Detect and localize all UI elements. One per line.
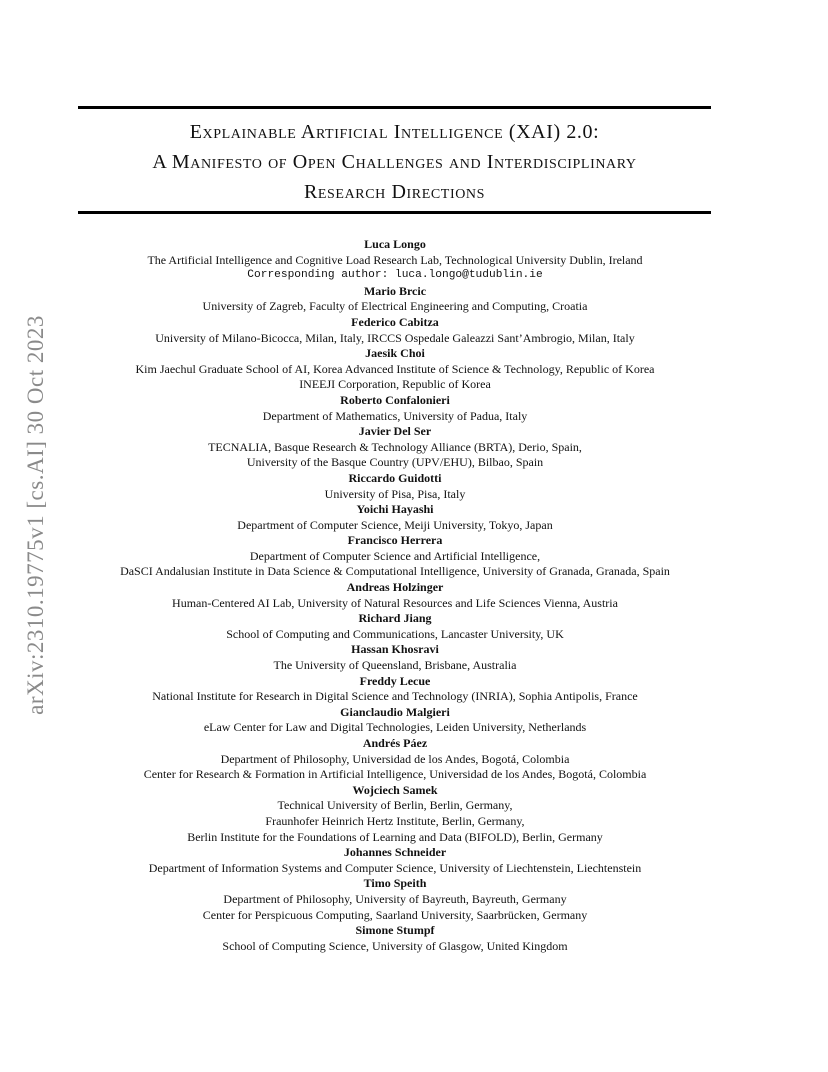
author-affiliation: Kim Jaechul Graduate School of AI, Korea Advanced Institute of Science & Technology, Republic of Korea (135, 361, 655, 376)
author-name: Francisco Herrera (347, 533, 443, 548)
author-affiliation: eLaw Center for Law and Digital Technologies, Leiden University, Netherlands (203, 720, 587, 735)
author-affiliation: Department of Philosophy, Universidad de los Andes, Bogotá, Colombia (220, 751, 570, 766)
author-entry (80, 471, 710, 502)
author-name: Mario Brcic (363, 283, 427, 298)
author-affiliation: Department of Philosophy, University of Bayreuth, Bayreuth, Germany (223, 891, 567, 906)
author-affiliation: School of Computing and Communications, Lancaster University, UK (226, 626, 564, 641)
author-affiliation: Department of Computer Science, Meiji University, Tokyo, Japan (237, 517, 553, 532)
author-entry (80, 502, 710, 533)
author-entry (80, 642, 710, 673)
author-affiliation: Center for Research & Formation in Artificial Intelligence, Universidad de los Andes, Bogotá, Colombia (143, 767, 647, 782)
author-affiliation: University of Zagreb, Faculty of Electrical Engineering and Computing, Croatia (202, 299, 588, 314)
author-affiliation: University of Milano-Bicocca, Milan, Italy, IRCCS Ospedale Galeazzi Sant’Ambrogio, Milan, Italy (155, 330, 635, 345)
author-affiliation: TECNALIA, Basque Research & Technology Alliance (BRTA), Derio, Spain, (208, 439, 582, 454)
author-name: Jaesik Choi (365, 346, 425, 361)
author-name: Johannes Schneider (343, 845, 447, 860)
author-entry (80, 424, 710, 471)
author-name: Andreas Holzinger (346, 580, 444, 595)
author-name: Riccardo Guidotti (348, 470, 442, 485)
author-entry (80, 705, 710, 736)
arxiv-identifier-stamp: arXiv:2310.19775v1 [cs.AI] 30 Oct 2023 (23, 315, 48, 715)
author-name: Freddy Lecue (359, 673, 431, 688)
author-name: Timo Speith (363, 876, 427, 891)
author-affiliation: National Institute for Research in Digital Science and Technology (INRIA), Sophia Antipolis, France (152, 689, 638, 704)
author-entry (80, 284, 710, 315)
title-line-2: A Manifesto of Open Challenges and Interdisciplinary (152, 151, 637, 173)
author-affiliation: INEEJI Corporation, Republic of Korea (299, 377, 491, 392)
author-affiliation: Department of Mathematics, University of Padua, Italy (262, 408, 528, 423)
title-line-1: Explainable Artificial Intelligence (XAI) 2.0: (189, 121, 600, 143)
author-affiliation: The Artificial Intelligence and Cognitive Load Research Lab, Technological University Dublin, Ireland (147, 252, 643, 267)
title-bottom-rule (78, 211, 711, 214)
author-entry (80, 876, 710, 923)
author-affiliation: University of Pisa, Pisa, Italy (324, 486, 466, 501)
author-affiliation: Fraunhofer Heinrich Hertz Institute, Berlin, Germany, (265, 813, 525, 828)
author-affiliation: Berlin Institute for the Foundations of Learning and Data (BIFOLD), Berlin, Germany (187, 829, 603, 844)
author-entry (80, 346, 710, 393)
author-name: Yoichi Hayashi (356, 502, 434, 517)
author-name: Federico Cabitza (351, 314, 439, 329)
author-entry (80, 783, 710, 845)
author-entry (80, 533, 710, 580)
author-name: Hassan Khosravi (351, 642, 439, 657)
author-name: Gianclaudio Malgieri (340, 704, 450, 719)
author-entry (80, 674, 710, 705)
author-affiliation: University of the Basque Country (UPV/EHU), Bilbao, Spain (246, 455, 544, 470)
author-entry (80, 736, 710, 783)
paper-title (78, 109, 711, 211)
author-name: Javier Del Ser (358, 424, 432, 439)
author-name: Simone Stumpf (355, 923, 435, 938)
author-name: Wojciech Samek (352, 782, 438, 797)
author-entry (80, 845, 710, 876)
author-name: Richard Jiang (358, 611, 432, 626)
author-list (80, 237, 710, 954)
author-affiliation: School of Computing Science, University of Glasgow, United Kingdom (222, 938, 568, 953)
author-name: Andrés Páez (362, 736, 428, 750)
author-entry (80, 611, 710, 642)
author-name: Roberto Confalonieri (340, 392, 450, 407)
author-affiliation: Technical University of Berlin, Berlin, Germany, (277, 798, 513, 813)
title-block (78, 106, 711, 214)
corresponding-author-email[interactable]: Corresponding author: luca.longo@tudublin.ie (247, 269, 543, 282)
author-entry (80, 923, 710, 954)
author-entry (80, 580, 710, 611)
author-affiliation: The University of Queensland, Brisbane, Australia (273, 658, 517, 673)
author-entry (80, 315, 710, 346)
author-affiliation: Center for Perspicuous Computing, Saarland University, Saarbrücken, Germany (202, 907, 588, 922)
author-affiliation: Department of Information Systems and Computer Science, University of Liechtenstein, Liechtenstein (148, 860, 642, 875)
author-name: Luca Longo (364, 237, 426, 251)
author-entry (80, 393, 710, 424)
author-entry (80, 237, 710, 284)
author-affiliation: Department of Computer Science and Artificial Intelligence, (249, 548, 541, 563)
title-line-3: Research Directions (303, 181, 486, 203)
author-affiliation: Human-Centered AI Lab, University of Natural Resources and Life Sciences Vienna, Austria (172, 595, 618, 610)
author-affiliation: DaSCI Andalusian Institute in Data Science & Computational Intelligence, University of Granada, Granada, Spain (120, 564, 670, 579)
